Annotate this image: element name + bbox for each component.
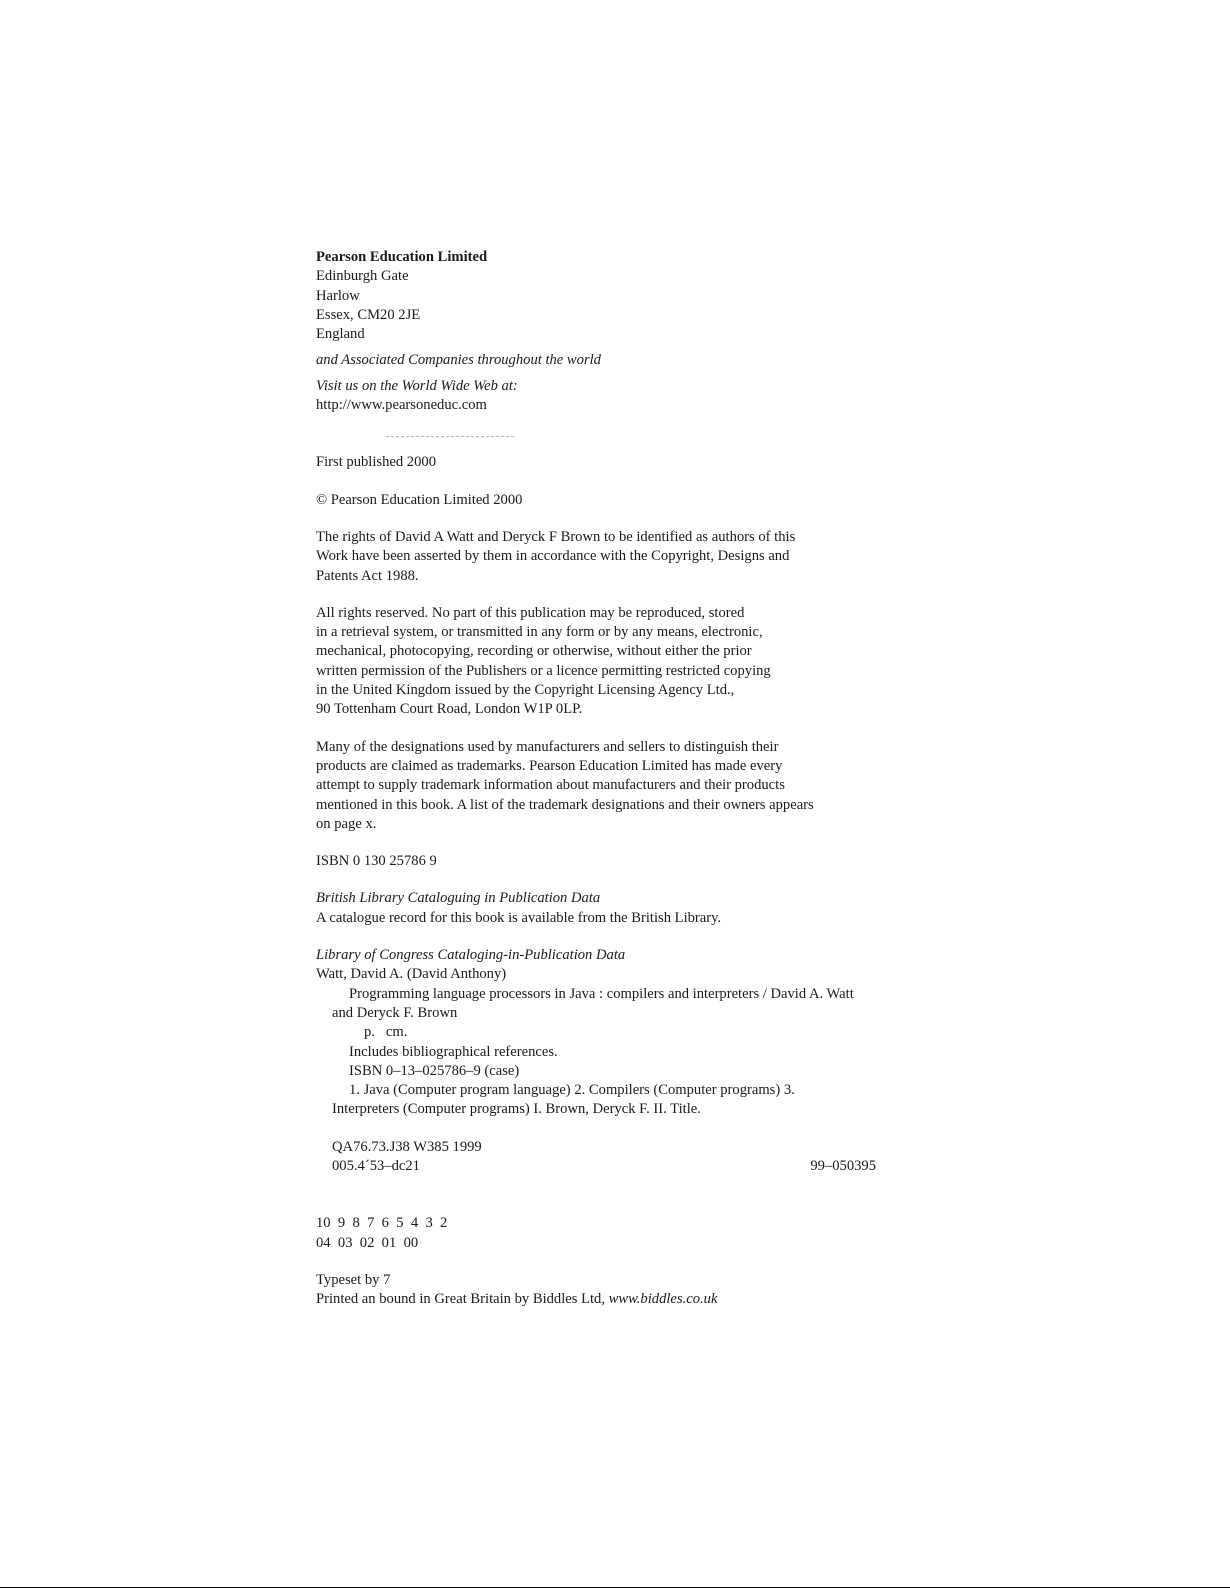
- web-url: http://www.pearsoneduc.com: [316, 397, 487, 414]
- publisher-name: Pearson Education Limited: [316, 249, 488, 265]
- associated-companies: and Associated Companies throughout the world: [316, 352, 601, 369]
- address-line: Essex, CM20 2JE: [316, 306, 421, 323]
- loc-dewey-row: [316, 1157, 876, 1176]
- trademarks-paragraph: [316, 738, 936, 834]
- printer-block: [316, 1271, 936, 1310]
- rights-line: Work have been asserted by them in accordance with the Copyright, Designs and: [316, 548, 790, 565]
- rights-line: Patents Act 1988.: [316, 567, 419, 584]
- copyright-text: © Pearson Education Limited 2000: [316, 491, 523, 508]
- all-rights-paragraph: [316, 604, 936, 720]
- loc-author: Watt, David A. (David Anthony): [316, 966, 507, 983]
- loc-dewey: 005.4´53–dc21: [332, 1157, 420, 1174]
- year-line: 04 03 02 01 00: [316, 1234, 419, 1251]
- first-published-text: First published 2000: [316, 454, 436, 471]
- loc-lccn: 99–050395: [810, 1157, 876, 1174]
- loc-title-line: Programming language processors in Java : compilers and interpreters / David A. Watt: [349, 985, 854, 1002]
- print-line: 10 9 8 7 6 5 4 3 2: [316, 1215, 448, 1232]
- printed-by: [316, 1290, 936, 1309]
- loc-title-line: and Deryck F. Brown: [332, 1004, 458, 1021]
- rights-line: The rights of David A Watt and Deryck F Brown to be identified as authors of this: [316, 528, 796, 545]
- all-rights-line: in a retrieval system, or transmitted in any form or by any means, electronic,: [316, 624, 763, 641]
- first-published: [316, 453, 936, 472]
- all-rights-line: in the United Kingdom issued by the Copyright Licensing Agency Ltd.,: [316, 682, 735, 699]
- web-block: [316, 377, 936, 416]
- trademarks-line: attempt to supply trademark information about manufacturers and their products: [316, 777, 785, 794]
- british-library-heading: British Library Cataloguing in Publication Data: [316, 890, 601, 907]
- printing-block: [316, 1214, 936, 1253]
- rights-paragraph: [316, 528, 936, 586]
- isbn: [316, 852, 936, 871]
- isbn-text: ISBN 0 130 25786 9: [316, 853, 437, 870]
- loc-pcm: p. cm.: [364, 1024, 408, 1041]
- loc-call-number: QA76.73.J38 W385 1999: [332, 1138, 482, 1155]
- loc-heading: Library of Congress Cataloging-in-Publication Data: [316, 947, 626, 964]
- loc-block: [316, 946, 936, 1120]
- trademarks-line: Many of the designations used by manufacturers and sellers to distinguish their: [316, 738, 779, 755]
- loc-isbn: ISBN 0–13–025786–9 (case): [349, 1062, 520, 1079]
- associated-block: [316, 351, 936, 370]
- trademarks-line: mentioned in this book. A list of the trademark designations and their owners appears: [316, 796, 814, 813]
- separator-rule: [386, 436, 514, 437]
- all-rights-line: 90 Tottenham Court Road, London W1P 0LP.: [316, 701, 583, 718]
- british-library-block: [316, 889, 936, 928]
- typeset-text: Typeset by 7: [316, 1271, 391, 1288]
- publisher-block: [316, 248, 936, 344]
- trademarks-line: products are claimed as trademarks. Pearson Education Limited has made every: [316, 757, 783, 774]
- address-line: England: [316, 326, 365, 343]
- copyright-notice: [316, 491, 936, 510]
- trademarks-line: on page x.: [316, 815, 377, 832]
- printer-url: www.biddles.co.uk: [608, 1291, 718, 1308]
- copyright-page: [316, 248, 936, 1309]
- printed-by-text: Printed an bound in Great Britain by Biddles Ltd,: [316, 1291, 609, 1308]
- loc-includes: Includes bibliographical references.: [349, 1043, 558, 1060]
- british-library-text: A catalogue record for this book is available from the British Library.: [316, 909, 722, 926]
- all-rights-line: All rights reserved. No part of this publication may be reproduced, stored: [316, 604, 745, 621]
- web-label: Visit us on the World Wide Web at:: [316, 377, 518, 394]
- loc-subjects-line: Interpreters (Computer programs) I. Brown, Deryck F. II. Title.: [332, 1101, 701, 1118]
- loc-subjects-line: 1. Java (Computer program language) 2. Compilers (Computer programs) 3.: [349, 1082, 795, 1099]
- address-line: Edinburgh Gate: [316, 268, 409, 285]
- all-rights-line: mechanical, photocopying, recording or otherwise, without either the prior: [316, 643, 752, 660]
- address-line: Harlow: [316, 287, 360, 304]
- loc-classification: [316, 1138, 936, 1177]
- all-rights-line: written permission of the Publishers or a licence permitting restricted copying: [316, 662, 771, 679]
